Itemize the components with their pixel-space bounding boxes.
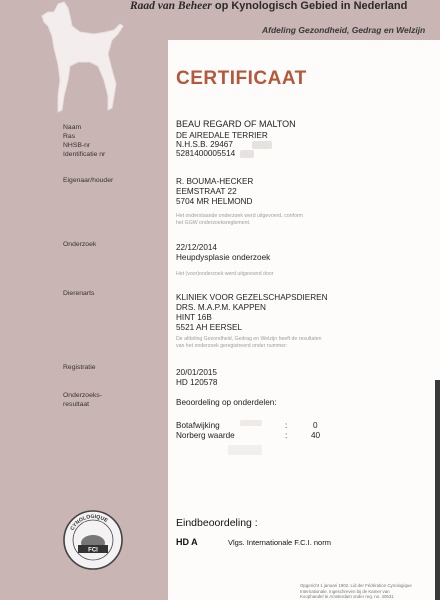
- note-conform-line1: Het onderstaande onderzoek werd uitgevoerd, conform: [176, 213, 303, 219]
- label-identificatie: Identificatie nr: [63, 151, 106, 158]
- label-resultaat: resultaat: [63, 401, 90, 408]
- owner-name: R. BOUMA-HECKER: [176, 177, 254, 186]
- result-item-sep: :: [285, 431, 288, 440]
- department-name: Afdeling Gezondheid, Gedrag en Welzijn: [262, 25, 426, 35]
- vet-street: HINT 16B: [176, 313, 212, 322]
- certificate-title: CERTIFICAAT: [176, 68, 307, 89]
- result-item-value: 40: [311, 431, 321, 440]
- owner-city: 5704 MR HELMOND: [176, 197, 253, 206]
- final-norm: Vlgs. Internationale F.C.I. norm: [228, 538, 331, 547]
- label-ras: Ras: [63, 133, 76, 140]
- label-nhsb: NHSB-nr: [63, 142, 91, 149]
- label-naam: Naam: [63, 124, 82, 131]
- redaction-smudge: [240, 150, 254, 158]
- note-registered-line1: De afdeling Gezondheid, Gedrag en Welzijn heeft de resultaten: [176, 336, 322, 342]
- results-heading: Beoordeling op onderdelen:: [176, 398, 277, 407]
- footer-line: Opgericht 1 januari 1902. Lid der Fédération Cynologique: [300, 583, 412, 588]
- scan-edge: [435, 380, 440, 600]
- label-onderzoeks: Onderzoeks-: [63, 392, 102, 399]
- final-value: HD A: [176, 537, 198, 547]
- svg-text:CYNOLOGIQUE: CYNOLOGIQUE: [69, 513, 109, 532]
- dog-name: BEAU REGARD OF MALTON: [176, 119, 296, 129]
- label-onderzoek: Onderzoek: [63, 241, 97, 248]
- dog-identification: 5281400005514: [176, 149, 236, 158]
- fci-seal-icon: [62, 509, 124, 571]
- note-conform-line2: het GGW onderzoeksreglement.: [176, 220, 251, 226]
- result-item-value: 0: [313, 421, 318, 430]
- result-item-sep: :: [285, 421, 288, 430]
- redaction-smudge: [240, 420, 262, 426]
- vet-clinic: KLINIEK VOOR GEZELSCHAPSDIEREN: [176, 293, 328, 302]
- exam-type: Heupdysplasie onderzoek: [176, 253, 271, 262]
- note-performed-by: Het (voor)onderzoek werd uitgevoerd door: [176, 271, 274, 277]
- vet-name: DRS. M.A.P.M. KAPPEN: [176, 303, 266, 312]
- result-item-name: Norberg waarde: [176, 431, 235, 440]
- footer-line: Koophandel te Amsterdam onder reg. no. 40531: [300, 594, 394, 600]
- registration-number: HD 120578: [176, 378, 218, 387]
- dog-nhsb: N.H.S.B. 29467: [176, 140, 233, 149]
- dog-logo-icon: [28, 0, 128, 118]
- svg-text:FCI: FCI: [88, 547, 98, 554]
- organization-name: [130, 0, 407, 12]
- result-item-name: Botafwijking: [176, 421, 220, 430]
- org-name-rest: op Kynologisch Gebied in Nederland: [214, 0, 408, 12]
- redaction-smudge: [228, 445, 262, 455]
- footer-line: Internationale. Ingeschreven bij de Kamer van: [300, 588, 390, 594]
- org-name-italic: Raad van Beheer: [130, 0, 212, 12]
- registration-date: 20/01/2015: [176, 368, 217, 377]
- owner-street: EEMSTRAAT 22: [176, 187, 237, 196]
- redaction-smudge: [252, 141, 272, 149]
- exam-date: 22/12/2014: [176, 243, 217, 252]
- dog-breed: DE AIREDALE TERRIER: [176, 131, 268, 140]
- final-label: Eindbeoordeling :: [176, 517, 258, 529]
- label-eigenaar: Eigenaar/houder: [63, 177, 114, 184]
- note-registered-line2: van het onderzoek geregistreerd onder nummer:: [176, 343, 288, 349]
- label-dierenarts: Dierenarts: [63, 290, 95, 297]
- footer-text: [300, 583, 412, 600]
- vet-city: 5521 AH EERSEL: [176, 323, 242, 332]
- label-registratie: Registratie: [63, 364, 96, 371]
